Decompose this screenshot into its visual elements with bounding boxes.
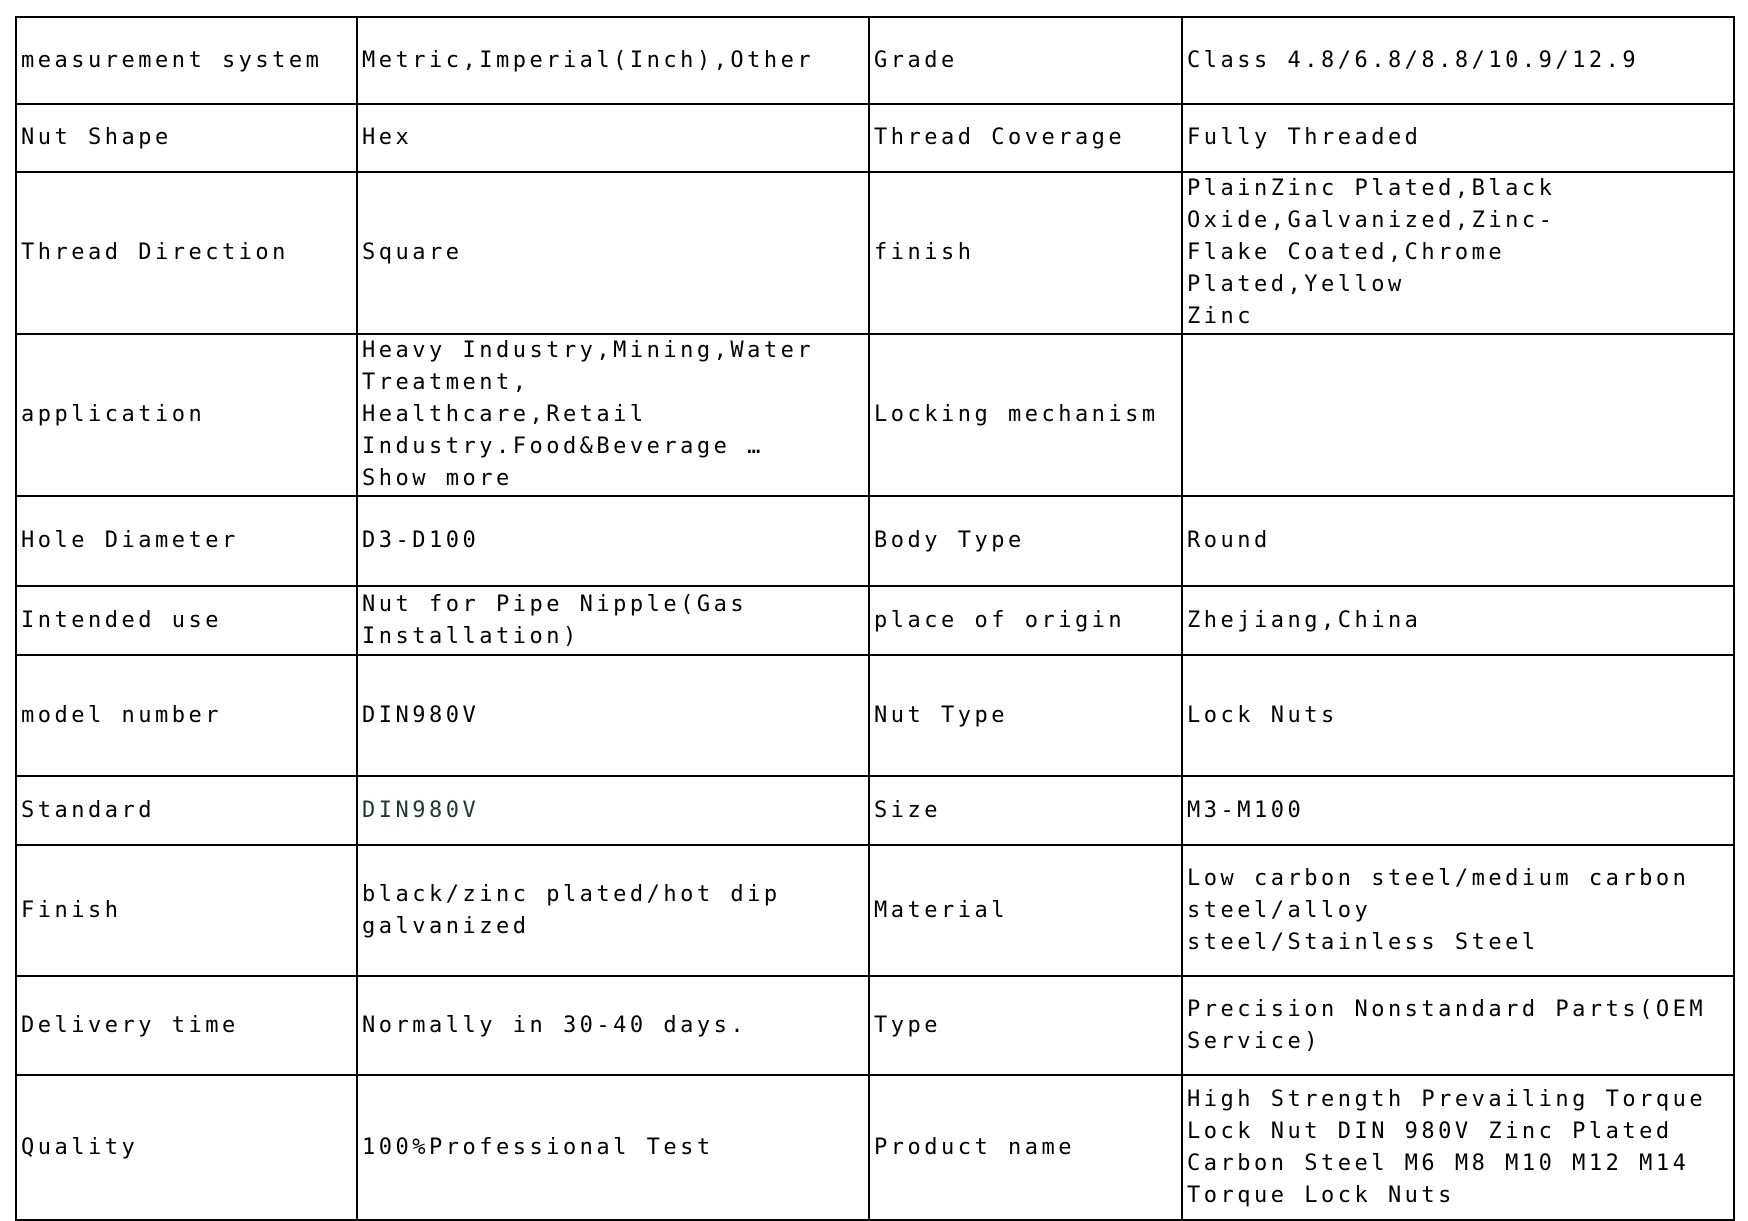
spec-value: Normally in 30-40 days. <box>357 976 869 1075</box>
table-row <box>16 104 1734 172</box>
spec-label: Product name <box>869 1075 1182 1220</box>
spec-value: Heavy Industry,Mining,Water Treatment, Healthcare,Retail Industry.Food&Beverage … Show more <box>357 334 869 496</box>
spec-label: finish <box>869 172 1182 334</box>
spec-label: Body Type <box>869 496 1182 586</box>
spec-label: Nut Shape <box>16 104 357 172</box>
spec-label: Delivery time <box>16 976 357 1075</box>
spec-value: Lock Nuts <box>1182 655 1734 776</box>
spec-label: Quality <box>16 1075 357 1220</box>
spec-label: Hole Diameter <box>16 496 357 586</box>
table-row <box>16 334 1734 496</box>
spec-table-body <box>16 17 1734 1220</box>
spec-value: Zhejiang,China <box>1182 586 1734 655</box>
spec-label: model number <box>16 655 357 776</box>
table-row <box>16 845 1734 976</box>
spec-label: Grade <box>869 17 1182 104</box>
spec-table <box>15 16 1735 1221</box>
spec-value: Class 4.8/6.8/8.8/10.9/12.9 <box>1182 17 1734 104</box>
spec-value: Hex <box>357 104 869 172</box>
spec-value: PlainZinc Plated,Black Oxide,Galvanized,Zinc- Flake Coated,Chrome Plated,Yellow Zinc <box>1182 172 1734 334</box>
table-row <box>16 496 1734 586</box>
spec-label: Material <box>869 845 1182 976</box>
spec-value: Square <box>357 172 869 334</box>
spec-value: black/zinc plated/hot dip galvanized <box>357 845 869 976</box>
table-row <box>16 655 1734 776</box>
table-row <box>16 976 1734 1075</box>
spec-label: application <box>16 334 357 496</box>
spec-label: Type <box>869 976 1182 1075</box>
table-row <box>16 586 1734 655</box>
spec-label: Thread Direction <box>16 172 357 334</box>
spec-value: Low carbon steel/medium carbon steel/alloy steel/Stainless Steel <box>1182 845 1734 976</box>
table-row <box>16 172 1734 334</box>
spec-label: Locking mechanism <box>869 334 1182 496</box>
spec-label: Nut Type <box>869 655 1182 776</box>
spec-value: Precision Nonstandard Parts(OEM Service) <box>1182 976 1734 1075</box>
spec-label: Intended use <box>16 586 357 655</box>
spec-label: Size <box>869 776 1182 845</box>
spec-value: M3-M100 <box>1182 776 1734 845</box>
spec-value: Metric,Imperial(Inch),Other <box>357 17 869 104</box>
spec-value: Fully Threaded <box>1182 104 1734 172</box>
spec-value: 100%Professional Test <box>357 1075 869 1220</box>
table-row <box>16 1075 1734 1220</box>
spec-label: Thread Coverage <box>869 104 1182 172</box>
spec-label: Standard <box>16 776 357 845</box>
spec-value: Round <box>1182 496 1734 586</box>
spec-value <box>1182 334 1734 496</box>
spec-value: DIN980V <box>357 776 869 845</box>
spec-label: Finish <box>16 845 357 976</box>
spec-value: DIN980V <box>357 655 869 776</box>
spec-value: D3-D100 <box>357 496 869 586</box>
spec-label: place of origin <box>869 586 1182 655</box>
spec-value: High Strength Prevailing Torque Lock Nut DIN 980V Zinc Plated Carbon Steel M6 M8 M10 M12 M14 Torque Lock Nuts <box>1182 1075 1734 1220</box>
spec-value: Nut for Pipe Nipple(Gas Installation) <box>357 586 869 655</box>
spec-label: measurement system <box>16 17 357 104</box>
table-row <box>16 776 1734 845</box>
table-row <box>16 17 1734 104</box>
